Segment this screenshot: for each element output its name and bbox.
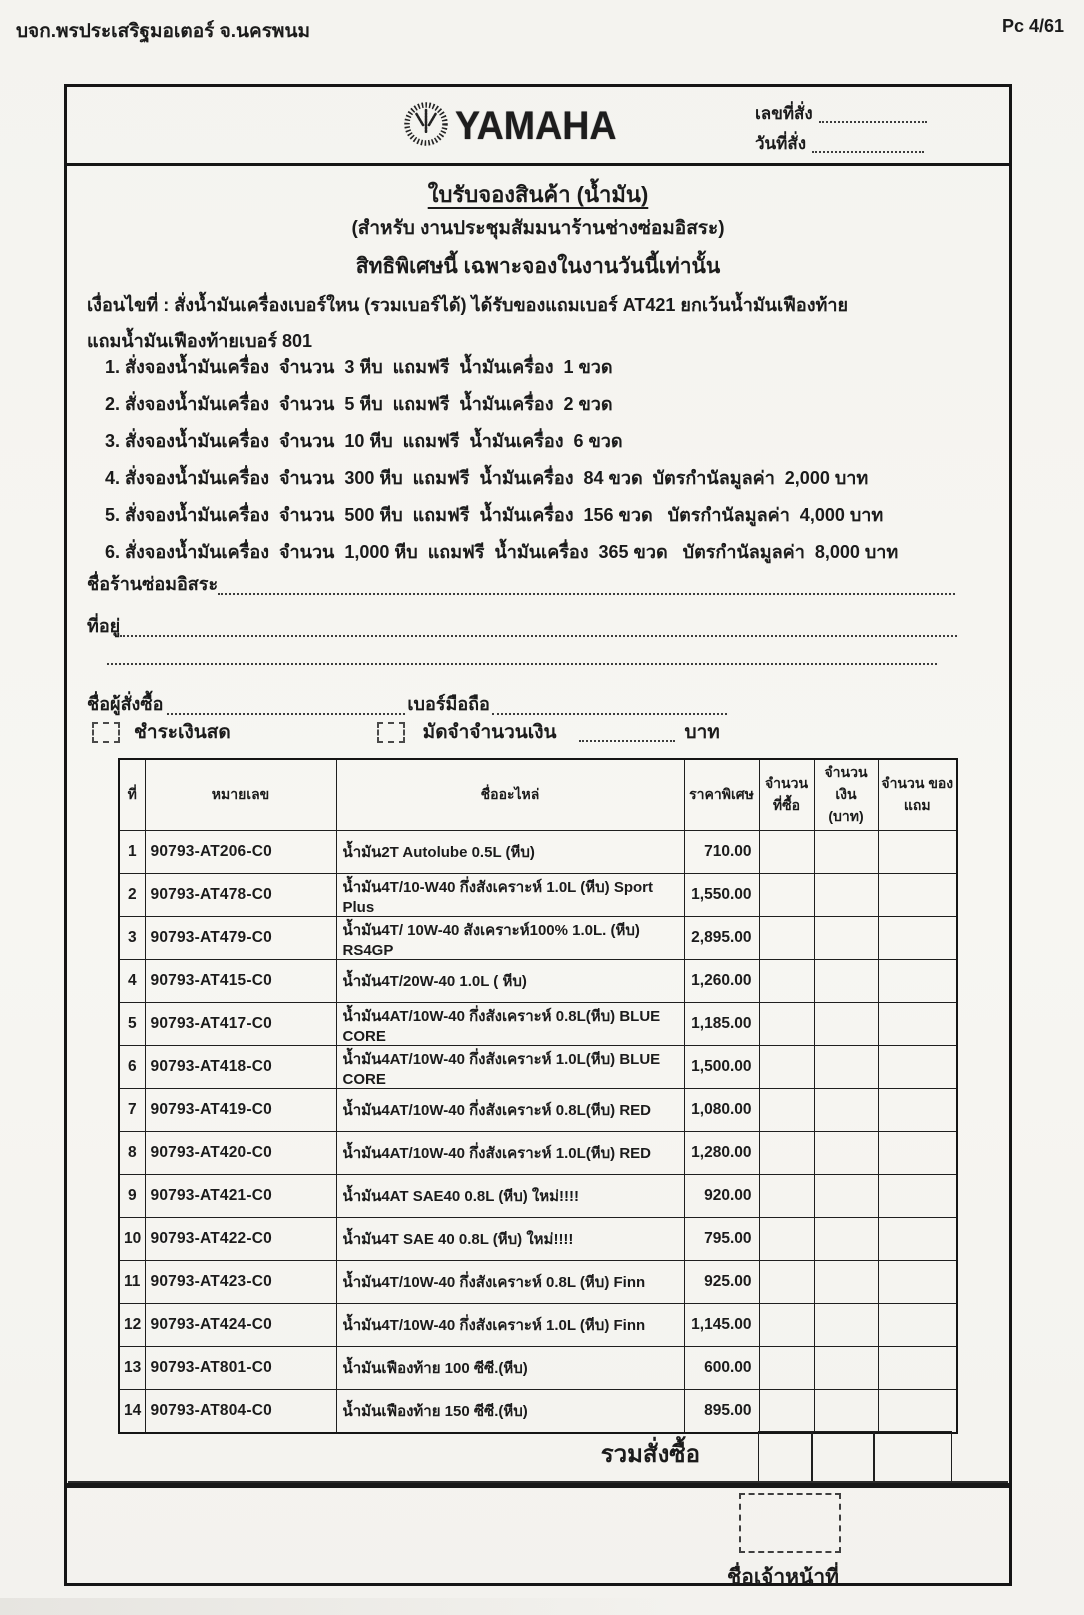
form-title: ใบรับจองสินค้า (น้ำมัน) [427,182,649,207]
qty-cell [759,1175,814,1218]
phone-label: เบอร์มือถือ [407,694,490,714]
free-cell [878,917,957,960]
buyer-blank [167,703,405,715]
condition-line-2: แถมน้ำมันเฟืองท้ายเบอร์ 801 [87,331,313,351]
price: 1,080.00 [684,1089,759,1132]
qty-cell [759,1218,814,1261]
qty-cell [759,1390,814,1433]
brand-header-row [67,87,1009,166]
address-blank-2 [107,653,937,665]
address-label: ที่อยู่ [87,616,121,636]
row-no: 2 [119,874,145,917]
row-no: 4 [119,960,145,1003]
offer-item-5: 5. สั่งจองน้ำมันเครื่อง จำนวน 500 หีบ แถมฟรี น้ำมันเครื่อง 156 ขวด บัตรกำนัลมูลค่า 4,000 บาท [105,505,884,525]
free-cell [878,1304,957,1347]
part-name: น้ำมัน4AT/10W-40 กึ่งสังเคราะห์ 0.8L(หีบ) RED [336,1089,684,1132]
qty-cell [759,1089,814,1132]
free-cell [878,831,957,874]
amount-cell [814,1261,878,1304]
col-price: ราคาพิเศษ [684,759,759,831]
offer-item-3: 3. สั่งจองน้ำมันเครื่อง จำนวน 10 หีบ แถมฟรี น้ำมันเครื่อง 6 ขวด [105,431,623,451]
payment-row [92,717,792,747]
free-cell [878,960,957,1003]
price: 895.00 [684,1390,759,1433]
col-amount: จำนวนเงิน (บาท) [814,759,878,831]
price: 1,145.00 [684,1304,759,1347]
buyer-label: ชื่อผู้สั่งซื้อ [87,694,164,714]
signature-stamp-box [739,1493,841,1553]
part-code: 90793-AT478-C0 [145,874,336,917]
total-label: รวมสั่งซื้อ [600,1441,700,1468]
yamaha-logo [403,101,627,152]
section-divider [67,1483,1009,1488]
offer-item-2: 2. สั่งจองน้ำมันเครื่อง จำนวน 5 หีบ แถมฟรี น้ำมันเครื่อง 2 ขวด [105,394,613,414]
row-no: 13 [119,1347,145,1390]
total-qty-cell [758,1431,813,1483]
table-row [119,1304,957,1347]
company-name: บจก.พรประเสริฐมอเตอร์ จ.นครพนม [16,21,310,42]
row-no: 10 [119,1218,145,1261]
row-no: 9 [119,1175,145,1218]
amount-cell [814,1218,878,1261]
offer-item-4: 4. สั่งจองน้ำมันเครื่อง จำนวน 300 หีบ แถมฟรี น้ำมันเครื่อง 84 ขวด บัตรกำนัลมูลค่า 2,000 บาท [105,468,869,488]
scan-edge-artifact [0,1598,759,1615]
table-row [119,1003,957,1046]
part-code: 90793-AT801-C0 [145,1347,336,1390]
price: 1,500.00 [684,1046,759,1089]
row-no: 12 [119,1304,145,1347]
part-name: น้ำมันเฟืองท้าย 100 ซีซี.(หีบ) [336,1347,684,1390]
tuning-fork-icon [403,101,449,152]
part-name: น้ำมัน4T/10W-40 กึ่งสังเคราะห์ 0.8L (หีบ) Finn [336,1261,684,1304]
deposit-amount-blank [579,730,675,742]
qty-cell [759,1261,814,1304]
qty-cell [759,1347,814,1390]
deposit-label: มัดจำจำนวนเงิน [422,722,557,743]
address-line [87,611,957,640]
price: 920.00 [684,1175,759,1218]
price: 1,260.00 [684,960,759,1003]
col-part-name: ชื่ออะไหล่ [336,759,684,831]
row-no: 5 [119,1003,145,1046]
amount-cell [814,1304,878,1347]
address-blank [120,625,957,637]
offer-item-1: 1. สั่งจองน้ำมันเครื่อง จำนวน 3 หีบ แถมฟรี น้ำมันเครื่อง 1 ขวด [105,357,613,377]
cash-label: ชำระเงินสด [134,722,231,743]
qty-cell [759,874,814,917]
table-body [119,831,957,1433]
qty-cell [759,1003,814,1046]
signature-label: ชื่อเจ้าหน้าที่ [727,1566,839,1589]
amount-cell [814,831,878,874]
order-date-blank [812,141,924,153]
part-code: 90793-AT422-C0 [145,1218,336,1261]
order-total-row [118,1431,956,1483]
free-cell [878,874,957,917]
part-code: 90793-AT417-C0 [145,1003,336,1046]
table-row [119,874,957,917]
part-name: น้ำมันเฟืองท้าย 150 ซีซี.(หีบ) [336,1390,684,1433]
amount-cell [814,1132,878,1175]
table-header [119,759,957,831]
form-subtitle: (สำหรับ งานประชุมสัมมนาร้านช่างซ่อมอิสระ) [351,218,725,239]
qty-cell [759,831,814,874]
cash-checkbox [92,722,120,743]
qty-cell [759,1132,814,1175]
part-name: น้ำมัน4T/10-W40 กึ่งสังเคราะห์ 1.0L (หีบ) Sport Plus [336,874,684,917]
price: 1,280.00 [684,1132,759,1175]
free-cell [878,1175,957,1218]
qty-cell [759,917,814,960]
table-row [119,1261,957,1304]
part-name: น้ำมัน4T/20W-40 1.0L ( หีบ) [336,960,684,1003]
row-no: 8 [119,1132,145,1175]
part-name: น้ำมัน4AT/10W-40 กึ่งสังเคราะห์ 0.8L(หีบ) BLUE CORE [336,1003,684,1046]
table-row [119,1347,957,1390]
row-no: 3 [119,917,145,960]
part-name: น้ำมัน2T Autolube 0.5L (หีบ) [336,831,684,874]
part-name: น้ำมัน4T SAE 40 0.8L (หีบ) ใหม่!!!! [336,1218,684,1261]
special-offer-line: สิทธิพิเศษนี้ เฉพาะจองในงานวันนี้เท่านั้น [355,255,721,278]
price: 710.00 [684,831,759,874]
part-code: 90793-AT424-C0 [145,1304,336,1347]
part-code: 90793-AT479-C0 [145,917,336,960]
part-name: น้ำมัน4AT/10W-40 กึ่งสังเคราะห์ 1.0L(หีบ) BLUE CORE [336,1046,684,1089]
part-name: น้ำมัน4AT SAE40 0.8L (หีบ) ใหม่!!!! [336,1175,684,1218]
free-cell [878,1347,957,1390]
free-cell [878,1003,957,1046]
price: 925.00 [684,1261,759,1304]
table-row [119,1089,957,1132]
free-cell [878,1390,957,1433]
qty-cell [759,960,814,1003]
deposit-checkbox [377,722,405,743]
address-line-2 [107,653,937,668]
table-row [119,917,957,960]
product-table [118,758,958,1434]
amount-cell [814,1003,878,1046]
amount-cell [814,1347,878,1390]
table-row [119,1046,957,1089]
part-code: 90793-AT418-C0 [145,1046,336,1089]
order-form-box [64,84,1012,1589]
shop-name-line [87,569,955,598]
free-cell [878,1046,957,1089]
order-no-label: เลขที่สั่ง [755,104,813,123]
page-number: Pc 4/61 [1001,16,1064,36]
order-no-line [755,97,1005,127]
row-no: 1 [119,831,145,874]
order-meta [755,97,1005,157]
free-cell [878,1218,957,1261]
shop-name-label: ชื่อร้านซ่อมอิสระ [87,574,219,594]
col-code: หมายเลข [145,759,336,831]
part-code: 90793-AT421-C0 [145,1175,336,1218]
free-cell [878,1261,957,1304]
part-code: 90793-AT423-C0 [145,1261,336,1304]
phone-blank [492,703,727,715]
qty-cell [759,1046,814,1089]
table-row [119,1175,957,1218]
col-no: ที่ [119,759,145,831]
brand-wordmark: YAMAHA [455,104,617,148]
table-row [119,960,957,1003]
price: 1,550.00 [684,874,759,917]
order-date-line [755,127,1005,157]
amount-cell [814,917,878,960]
qty-cell [759,1304,814,1347]
part-code: 90793-AT804-C0 [145,1390,336,1433]
offer-list [105,352,985,574]
shop-name-blank [218,583,955,595]
free-cell [878,1089,957,1132]
part-code: 90793-AT419-C0 [145,1089,336,1132]
table-row [119,1390,957,1433]
col-qty: จำนวน ที่ซื้อ [759,759,814,831]
order-date-label: วันที่สั่ง [755,134,807,153]
price: 795.00 [684,1218,759,1261]
table-row [119,1218,957,1261]
amount-cell [814,1089,878,1132]
part-name: น้ำมัน4T/10W-40 กึ่งสังเคราะห์ 1.0L (หีบ) Finn [336,1304,684,1347]
amount-cell [814,960,878,1003]
total-free-cell [873,1431,952,1483]
order-no-blank [819,111,927,123]
table-row [119,1132,957,1175]
part-code: 90793-AT420-C0 [145,1132,336,1175]
amount-cell [814,1390,878,1433]
col-free-qty: จำนวน ของ แถม [878,759,957,831]
price: 1,185.00 [684,1003,759,1046]
total-amount-cell [811,1431,875,1483]
part-code: 90793-AT415-C0 [145,960,336,1003]
deposit-unit-label: บาท [684,722,720,743]
condition-line-1: เงื่อนไขที่ : สั่งน้ำมันเครื่องเบอร์ใหน (รวมเบอร์ได้) ได้รับของแถมเบอร์ AT421 ยกเว้นน้ำมันเฟืองท้าย [87,295,849,315]
part-name: น้ำมัน4T/ 10W-40 สังเคราะห์100% 1.0L. (หีบ) RS4GP [336,917,684,960]
row-no: 14 [119,1390,145,1433]
free-cell [878,1132,957,1175]
offer-item-6: 6. สั่งจองน้ำมันเครื่อง จำนวน 1,000 หีบ แถมฟรี น้ำมันเครื่อง 365 ขวด บัตรกำนัลมูลค่า 8,000 บาท [105,542,899,562]
row-no: 11 [119,1261,145,1304]
buyer-line [87,689,799,718]
part-code: 90793-AT206-C0 [145,831,336,874]
table-row [119,831,957,874]
part-name: น้ำมัน4AT/10W-40 กึ่งสังเคราะห์ 1.0L(หีบ) RED [336,1132,684,1175]
row-no: 6 [119,1046,145,1089]
amount-cell [814,1175,878,1218]
amount-cell [814,874,878,917]
amount-cell [814,1046,878,1089]
price: 2,895.00 [684,917,759,960]
price: 600.00 [684,1347,759,1390]
row-no: 7 [119,1089,145,1132]
